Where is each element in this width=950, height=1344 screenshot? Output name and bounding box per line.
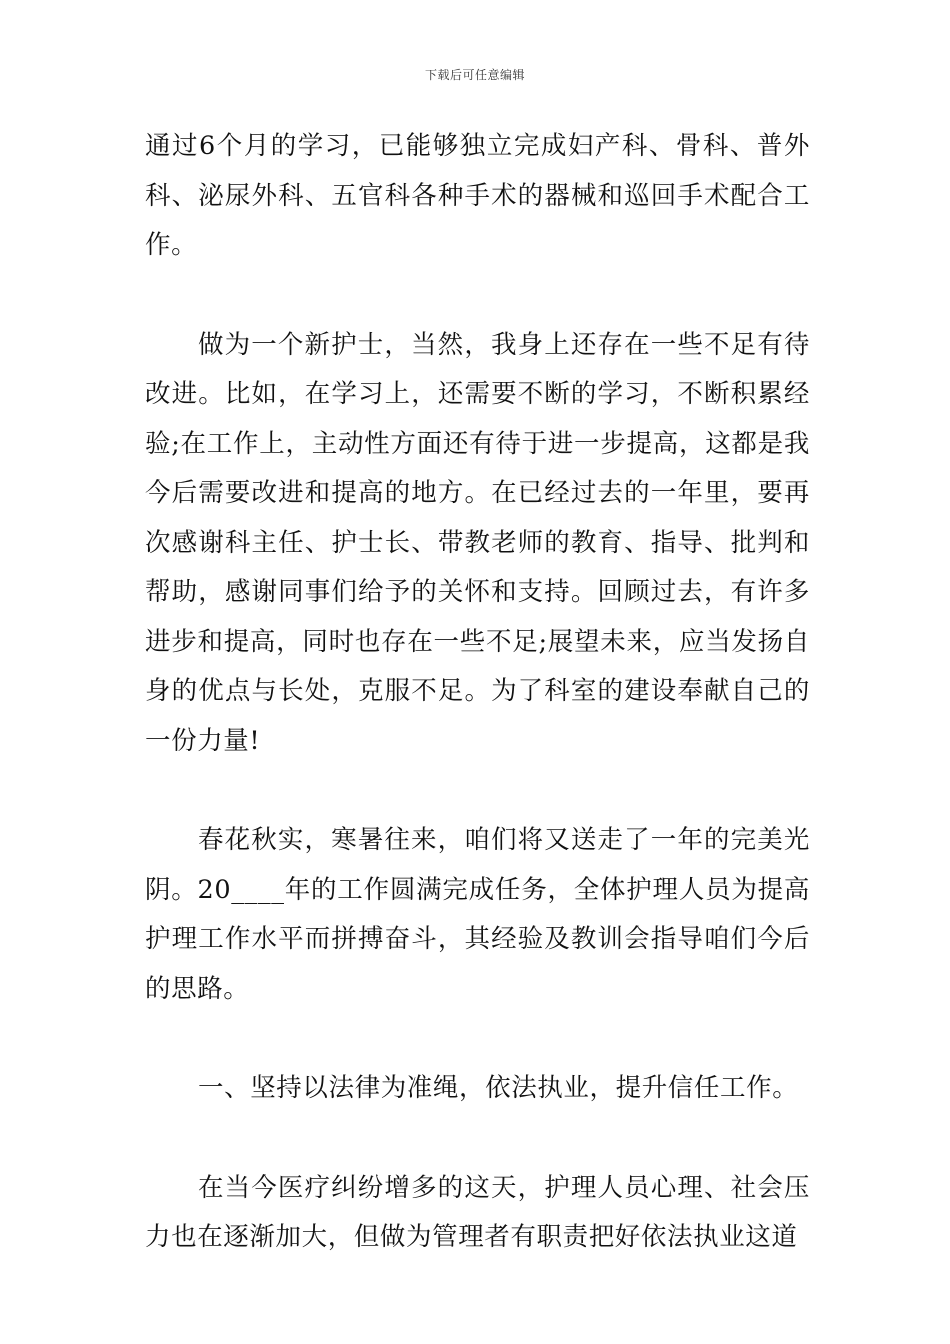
section-heading-1: 一、坚持以法律为准绳，依法执业，提升信任工作。 — [198, 1073, 799, 1103]
paragraph-4: 在当今医疗纠纷增多的这天，护理人员心理、社会压力也在逐渐加大，但做为管理者有职责把好依法执业这道 — [145, 1172, 810, 1252]
document-body — [145, 122, 810, 1313]
header-note: 下载后可任意编辑 — [424, 68, 525, 82]
paragraph-2: 做为一个新护士，当然，我身上还存在一些不足有待改进。比如，在学习上，还需要不断的学习，不断积累经验;在工作上，主动性方面还有待于进一步提高，这都是我今后需要改进和提高的地方。在已经过去的一年里，要再次感谢科主任、护士长、带教老师的教育、指导、批判和帮助，感谢同事们给予的关怀和支持。回顾过去，有许多进步和提高，同时也存在一些不足;展望未来，应当发扬自身的优点与长处，克服不足。为了科室的建设奉献自己的一份力量! — [145, 329, 810, 756]
paragraph-3: 春花秋实，寒暑往来，咱们将又送走了一年的完美光阴。20____年的工作圆满完成任务，全体护理人员为提高护理工作水平而拼搏奋斗，其经验及教训会指导咱们今后的思路。 — [145, 825, 810, 1004]
paragraph-1: 通过6个月的学习，已能够独立完成妇产科、骨科、普外科、泌尿外科、五官科各种手术的器械和巡回手术配合工作。 — [145, 131, 810, 260]
